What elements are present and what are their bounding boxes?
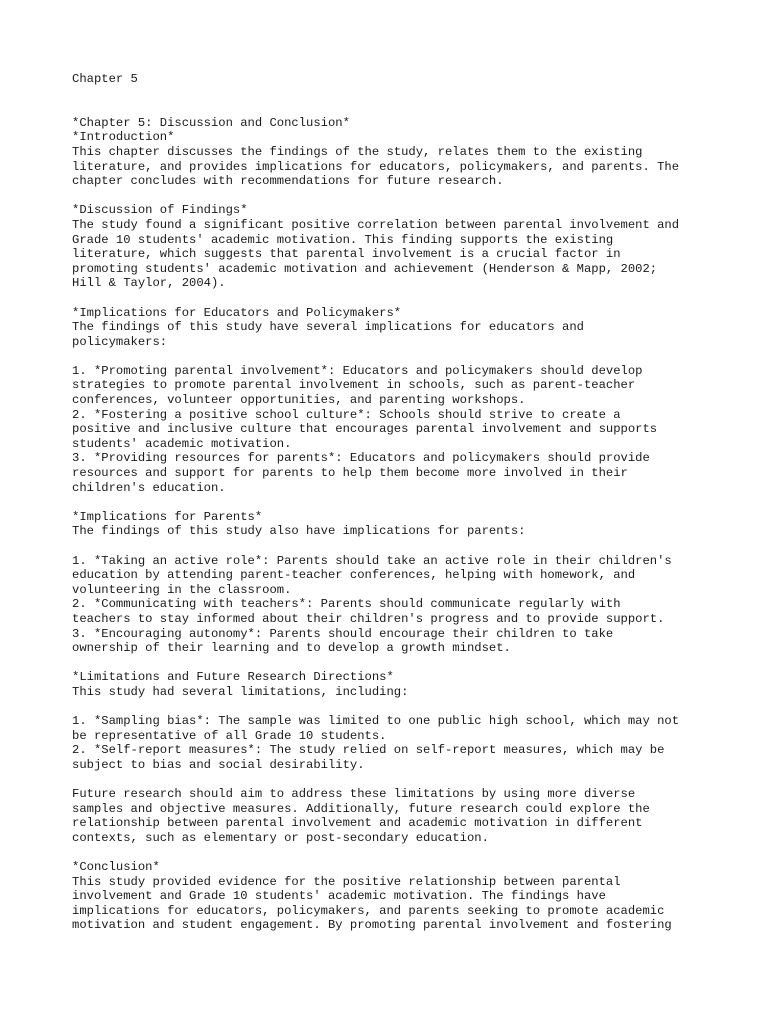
spacer (72, 656, 712, 671)
limitations-intro-line: This study had several limitations, including: (72, 684, 409, 699)
conclusion-line: This study provided evidence for the positive relationship between parental (72, 874, 621, 889)
parents-list-line: ownership of their learning and to develop a growth mindset. (72, 641, 511, 656)
conclusion-line: involvement and Grade 10 students' academic motivation. The findings have (72, 889, 606, 904)
future-research-line: samples and objective measures. Additionally, future research could explore the (72, 801, 650, 816)
future-research-line: relationship between parental involvement and academic motivation in different (72, 816, 643, 831)
spacer (72, 845, 712, 860)
educators-list-line: 3. *Providing resources for parents*: Educators and policymakers should provide (72, 451, 650, 466)
limitations-list-line: 1. *Sampling bias*: The sample was limited to one public high school, which may not (72, 714, 680, 729)
introduction-line: chapter concludes with recommendations for future research. (72, 174, 504, 189)
educators-list-line: resources and support for parents to help them become more involved in their (72, 466, 628, 481)
conclusion-heading: *Conclusion* (72, 860, 160, 875)
parents-list-line: 2. *Communicating with teachers*: Parents should communicate regularly with (72, 597, 621, 612)
spacer (72, 291, 712, 306)
parents-list-line: education by attending parent-teacher conferences, helping with homework, and (72, 568, 636, 583)
discussion-line: Hill & Taylor, 2004). (72, 276, 226, 291)
introduction-heading: *Introduction* (72, 130, 175, 145)
educators-intro-line: policymakers: (72, 334, 168, 349)
spacer (72, 189, 712, 204)
page-header: Chapter 5 (72, 72, 138, 86)
parents-list-line: 3. *Encouraging autonomy*: Parents should encourage their children to take (72, 626, 614, 641)
discussion-line: The study found a significant positive correlation between parental involvement and (72, 217, 680, 232)
chapter-title: *Chapter 5: Discussion and Conclusion* (72, 115, 350, 130)
spacer (72, 773, 712, 788)
educators-list-line: conferences, volunteer opportunities, and parenting workshops. (72, 393, 526, 408)
spacer (72, 700, 712, 715)
parents-heading: *Implications for Parents* (72, 509, 263, 524)
discussion-line: Grade 10 students' academic motivation. This finding supports the existing (72, 232, 614, 247)
limitations-list-line: 2. *Self-report measures*: The study relied on self-report measures, which may be (72, 743, 665, 758)
introduction-line: This chapter discusses the findings of the study, relates them to the existing (72, 144, 643, 159)
limitations-list-line: subject to bias and social desirability. (72, 757, 365, 772)
parents-list-line: teachers to stay informed about their children's progress and to provide support. (72, 611, 665, 626)
limitations-heading: *Limitations and Future Research Directions* (72, 670, 394, 685)
parents-list-line: 1. *Taking an active role*: Parents should take an active role in their children's (72, 553, 672, 568)
educators-list-line: children's education. (72, 480, 226, 495)
educators-heading: *Implications for Educators and Policymakers* (72, 305, 402, 320)
educators-list-line: positive and inclusive culture that encourages parental involvement and supports (72, 422, 658, 437)
educators-list-line: students' academic motivation. (72, 436, 292, 451)
limitations-list-line: be representative of all Grade 10 students. (72, 728, 387, 743)
discussion-line: literature, which suggests that parental involvement is a crucial factor in (72, 247, 621, 262)
parents-intro-line: The findings of this study also have implications for parents: (72, 524, 526, 539)
spacer (72, 349, 712, 364)
discussion-line: promoting students' academic motivation and achievement (Henderson & Mapp, 2002; (72, 261, 658, 276)
introduction-line: literature, and provides implications for educators, policymakers, and parents. The (72, 159, 680, 174)
conclusion-line: implications for educators, policymakers, and parents seeking to promote academic (72, 903, 665, 918)
future-research-line: contexts, such as elementary or post-secondary education. (72, 830, 489, 845)
discussion-heading: *Discussion of Findings* (72, 203, 248, 218)
spacer (72, 495, 712, 510)
future-research-line: Future research should aim to address these limitations by using more diverse (72, 787, 636, 802)
educators-list-line: strategies to promote parental involvement in schools, such as parent-teacher (72, 378, 636, 393)
educators-intro-line: The findings of this study have several implications for educators and (72, 320, 584, 335)
document-page (72, 72, 712, 933)
spacer (72, 539, 712, 554)
conclusion-line: motivation and student engagement. By promoting parental involvement and fostering (72, 918, 672, 933)
parents-list-line: volunteering in the classroom. (72, 582, 292, 597)
educators-list-line: 1. *Promoting parental involvement*: Educators and policymakers should develop (72, 363, 643, 378)
educators-list-line: 2. *Fostering a positive school culture*: Schools should strive to create a (72, 407, 621, 422)
